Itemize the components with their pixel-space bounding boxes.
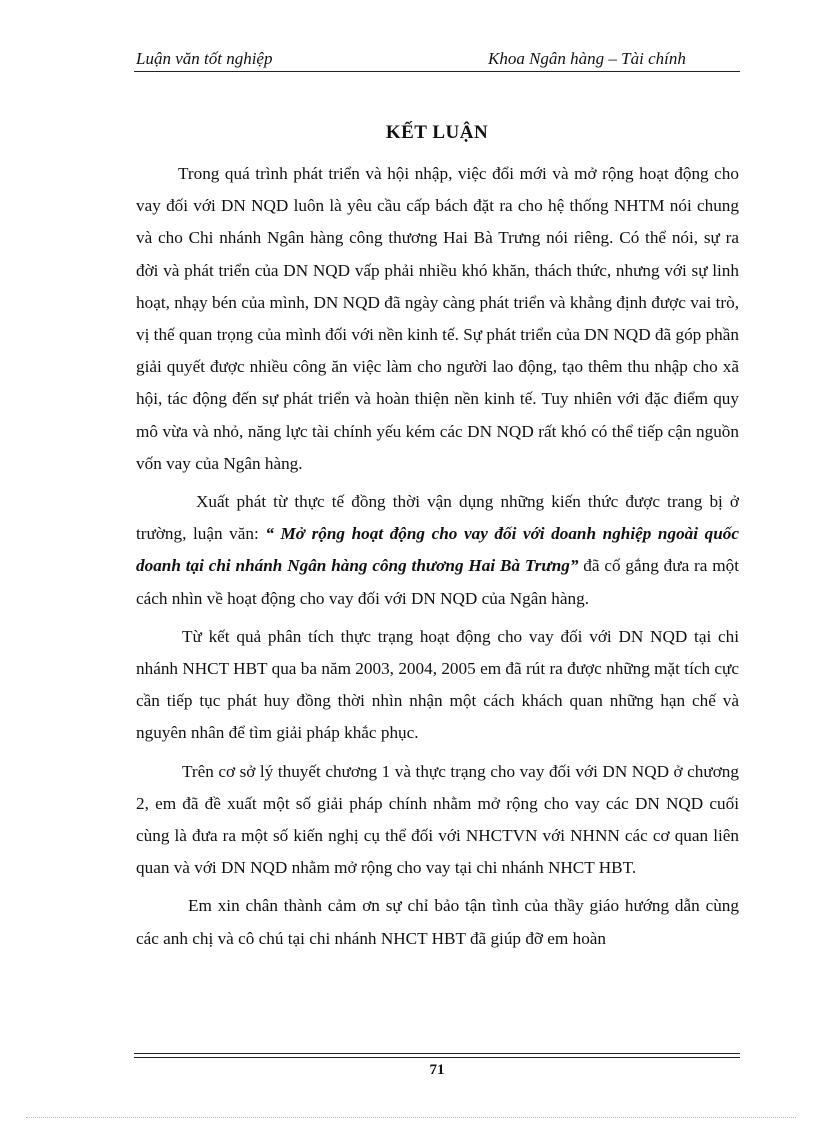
header-thesis-label: Luận văn tốt nghiệp bbox=[136, 49, 273, 68]
page-bottom-dotted-line bbox=[26, 1117, 796, 1118]
thesis-title-quote: “ Mở rộng hoạt động cho vay đối với doanh nghiệp ngoài quốc doanh tại chi nhánh Ngân hàng công thương Hai Bà Trưng” bbox=[136, 524, 739, 576]
paragraph-1: Trong quá trình phát triển và hội nhập, việc đổi mới và mở rộng hoạt động cho vay đối với DN NQD luôn là yêu cầu cấp bách đặt ra cho hệ thống NHTM nói chung và cho Chi nhánh Ngân hàng công thương Hai Bà Trưng nói riêng. Có thể nói, sự ra đời và phát triển của DN NQD vấp phải nhiều khó khăn, thách thức, nhưng với sự linh hoạt, nhạy bén của mình, DN NQD đã ngày càng phát triển và khẳng định được vai trò, vị thế quan trọng của mình đối với nền kinh tế. Sự phát triển của DN NQD đã góp phần giải quyết được nhiều công ăn việc làm cho người lao động, tạo thêm thu nhập cho xã hội, tác động đến sự phát triển và hoàn thiện nền kinh tế. Tuy nhiên với đặc điểm quy mô vừa và nhỏ, năng lực tài chính yếu kém các DN NQD rất khó có thể tiếp cận nguồn vốn vay của Ngân hàng. bbox=[136, 164, 739, 473]
body-text bbox=[136, 158, 739, 961]
footer-divider bbox=[134, 1053, 740, 1058]
paragraph-5: Em xin chân thành cảm ơn sự chỉ bảo tận tình của thầy giáo hướng dẫn cùng các anh chị và cô chú tại chi nhánh NHCT HBT đã giúp đỡ em hoàn bbox=[136, 896, 739, 948]
section-title: KẾT LUẬN bbox=[385, 122, 489, 143]
paragraph-3: Từ kết quả phân tích thực trạng hoạt động cho vay đối với DN NQD tại chi nhánh NHCT HBT qua ba năm 2003, 2004, 2005 em đã rút ra được những mặt tích cực cần tiếp tục phát huy đồng thời nhìn nhận một cách khách quan những hạn chế và nguyên nhân để tìm giải pháp khắc phục. bbox=[136, 626, 739, 743]
paragraph-2-lead: Xuất phát từ thực tế đồng thời vận dụng những kiến thức được trang bị ở trường, luận văn: bbox=[136, 492, 739, 544]
running-header bbox=[134, 47, 740, 72]
paragraph-2 bbox=[136, 486, 739, 615]
page-number: 71 bbox=[429, 1062, 445, 1078]
paragraph-2-tail: đã cố gắng đưa ra một cách nhìn về hoạt động cho vay đối với DN NQD của Ngân hàng. bbox=[136, 556, 739, 608]
header-faculty-label: Khoa Ngân hàng – Tài chính bbox=[488, 49, 686, 68]
paragraph-4: Trên cơ sở lý thuyết chương 1 và thực trạng cho vay đối với DN NQD ở chương 2, em đã đề xuất một số giải pháp chính nhằm mở rộng cho vay các DN NQD cuối cùng là đưa ra một số kiến nghị cụ thể đối với NHCTVN với NHNN các cơ quan liên quan và với DN NQD nhằm mở rộng cho vay tại chi nhánh NHCT HBT. bbox=[136, 761, 739, 878]
